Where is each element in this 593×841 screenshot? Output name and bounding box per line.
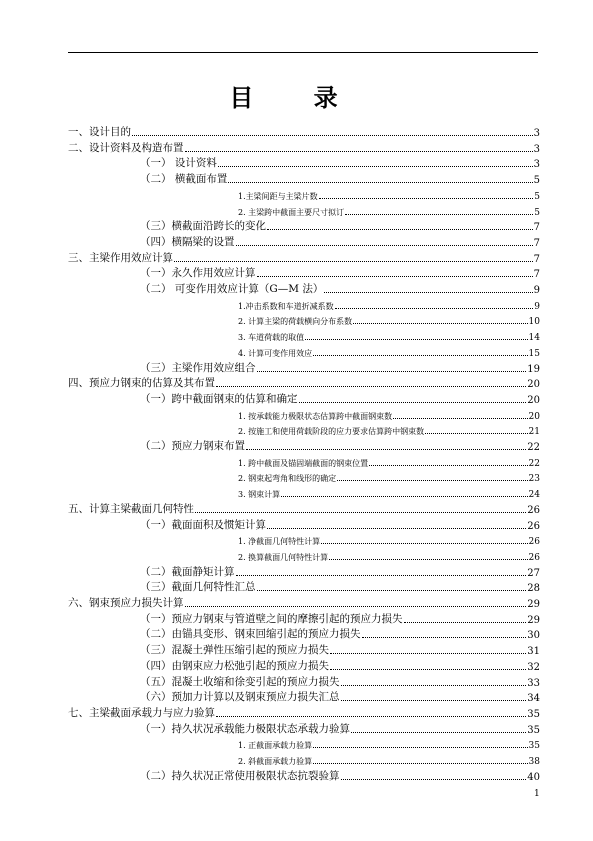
toc-entry-page: 20 <box>528 411 540 422</box>
toc-entry-page: 35 <box>527 708 540 720</box>
toc-entry[interactable] <box>238 533 540 547</box>
toc-leader-dots <box>341 685 527 686</box>
toc-entry[interactable] <box>68 706 540 720</box>
toc-leader-dots <box>313 763 527 764</box>
toc-entry-page: 33 <box>527 677 540 689</box>
toc-entry[interactable] <box>140 282 540 296</box>
toc-entry[interactable] <box>140 769 540 783</box>
toc-entry-label: 三、主梁作用效应计算 <box>68 251 173 264</box>
toc-leader-dots <box>393 418 527 419</box>
toc-leader-dots <box>341 700 527 701</box>
toc-entry-label: （一）持久状况承载能力极限状态承载力验算 <box>140 722 350 735</box>
toc-leader-dots <box>369 465 527 466</box>
toc-entry-label: 1. 净截面几何特性计算 <box>238 537 321 547</box>
toc-entry-page: 35 <box>527 724 540 736</box>
toc-leader-dots <box>281 496 527 497</box>
toc-entry-page: 5 <box>533 175 540 187</box>
toc-entry-label: 2. 钢束起弯角和线形的确定 <box>238 474 337 484</box>
toc-leader-dots <box>267 528 526 529</box>
toc-entry[interactable] <box>140 392 540 406</box>
toc-entry-label: （一）跨中截面钢束的估算和确定 <box>140 392 298 405</box>
toc-entry-label: 1.主梁间距与主梁片数 <box>238 191 318 201</box>
toc-entry-label: 1. 正截面承载力验算 <box>238 741 313 751</box>
toc-entry-label: （二）预应力钢束布置 <box>140 440 245 452</box>
toc-entry[interactable] <box>140 172 540 186</box>
toc-entry[interactable] <box>238 298 540 312</box>
toc-entry-page: 27 <box>527 567 540 579</box>
toc-entry-label: （二）由锚具变形、钢束回缩引起的预应力损失 <box>140 628 361 641</box>
toc-entry[interactable] <box>68 141 540 155</box>
toc-entry-label: 六、钢束预应力损失计算 <box>68 597 184 609</box>
toc-entry-page: 31 <box>527 646 540 658</box>
toc-entry[interactable] <box>140 361 540 375</box>
toc-entry-page: 29 <box>527 599 540 610</box>
toc-entry-label: （三）横截面沿跨长的变化 <box>140 220 266 233</box>
toc-entry-page: 14 <box>528 333 540 344</box>
toc-leader-dots <box>329 559 527 560</box>
toc-leader-dots <box>351 732 526 733</box>
toc-entry[interactable] <box>140 580 540 594</box>
toc-entry-label: （一）永久作用效应计算 <box>140 267 256 280</box>
toc-leader-dots <box>228 182 532 183</box>
toc-entry-page: 28 <box>527 583 540 595</box>
toc-leader-dots <box>319 198 534 199</box>
toc-entry[interactable] <box>238 204 540 218</box>
toc-leader-dots <box>195 512 526 513</box>
toc-entry-page: 7 <box>533 253 540 265</box>
toc-entry-page: 38 <box>528 757 540 767</box>
toc-entry[interactable] <box>68 376 540 390</box>
toc-entry[interactable] <box>140 643 540 657</box>
toc-entry-label: 2. 计算主梁的荷载横向分布系数 <box>238 317 353 327</box>
toc-entry[interactable] <box>140 627 540 641</box>
toc-entry[interactable] <box>68 502 540 516</box>
toc-entry-label: 1. 跨中截面及锚固端截面的钢束位置 <box>238 458 369 468</box>
toc-leader-dots <box>257 276 533 277</box>
toc-entry-label: 2. 斜截面承载力验算 <box>238 757 313 766</box>
toc-entry-label: （三）截面几何特性汇总 <box>140 581 256 594</box>
toc-entry-page: 5 <box>534 207 540 218</box>
toc-entry[interactable] <box>238 329 540 343</box>
toc-entry-label: （一）截面面积及惯矩计算 <box>140 518 266 531</box>
toc-entry[interactable] <box>140 690 540 704</box>
toc-leader-dots <box>267 229 533 230</box>
toc-entry-label: （四）横隔梁的设置 <box>140 235 235 248</box>
toc-entry-page: 20 <box>527 394 540 406</box>
toc-entry-page: 22 <box>528 458 540 469</box>
toc-entry[interactable] <box>68 125 540 139</box>
toc-leader-dots <box>218 166 533 167</box>
toc-entry-label: （三）主梁作用效应组合 <box>140 361 256 374</box>
toc-entry-page: 34 <box>527 693 540 705</box>
page-number: 1 <box>534 789 540 799</box>
toc-entry-label: 3. 车道荷载的取值 <box>238 333 305 343</box>
toc-entry-label: 2. 换算截面几何特性计算 <box>238 552 329 562</box>
toc-entry[interactable] <box>140 722 540 736</box>
toc-leader-dots <box>337 480 527 481</box>
toc-entry-page: 10 <box>528 317 540 328</box>
toc-entry[interactable] <box>68 251 540 265</box>
toc-entry-label: （五）混凝土收缩和徐变引起的预应力损失 <box>140 675 340 688</box>
toc-entry-page: 3 <box>533 143 540 155</box>
toc-entry-label: 3. 钢束计算 <box>238 490 281 500</box>
toc-entry-page: 7 <box>533 222 540 234</box>
toc-entry-page: 35 <box>528 741 540 752</box>
toc-entry[interactable] <box>238 737 540 751</box>
toc-entry-page: 19 <box>527 363 540 375</box>
toc-entry-page: 20 <box>527 379 540 391</box>
toc-leader-dots <box>185 151 533 152</box>
toc-entry[interactable] <box>238 408 540 422</box>
toc-entry-label: （三）混凝土弹性压缩引起的预应力损失 <box>140 644 329 657</box>
toc-entry[interactable] <box>238 486 540 500</box>
toc-entry[interactable] <box>140 156 540 170</box>
toc-entry[interactable] <box>238 313 540 327</box>
toc-leader-dots <box>257 371 527 372</box>
toc-entry-label: 1.冲击系数和车道折减系数 <box>238 301 334 311</box>
toc-entry-page: 32 <box>527 661 540 673</box>
toc-leader-dots <box>236 575 527 576</box>
toc-entry-page: 40 <box>527 771 540 783</box>
toc-entry-label: （二）持久状况正常使用极限状态抗裂验算 <box>140 769 340 782</box>
toc-leader-dots <box>330 653 526 654</box>
page-title: 目 录 <box>229 83 364 112</box>
toc-entry[interactable] <box>238 753 540 767</box>
toc-leader-dots <box>335 308 534 309</box>
toc-entry-label: 4. 计算可变作用效应 <box>238 348 313 358</box>
toc-entry[interactable] <box>140 612 540 626</box>
toc-leader-dots <box>330 669 526 670</box>
toc-entry-label: （二） 横截面布置 <box>140 173 228 186</box>
toc-entry-page: 29 <box>527 614 540 626</box>
toc-entry-label: （二）截面静矩计算 <box>140 565 235 578</box>
toc-entry-page: 30 <box>527 630 540 642</box>
toc-leader-dots <box>257 590 527 591</box>
toc-leader-dots <box>324 292 532 293</box>
toc-entry-label: 二、设计资料及构造布置 <box>68 141 184 154</box>
toc-entry-page: 21 <box>528 427 540 438</box>
toc-entry-label: 一、设计目的 <box>68 126 131 138</box>
toc-entry-page: 26 <box>527 504 540 516</box>
toc-entry-page: 9 <box>533 285 540 296</box>
toc-leader-dots <box>425 433 527 434</box>
toc-leader-dots <box>216 386 526 387</box>
toc-entry-page: 26 <box>528 552 540 563</box>
toc-leader-dots <box>313 355 527 356</box>
toc-entry-page: 3 <box>533 159 540 171</box>
toc-leader-dots <box>246 449 526 450</box>
toc-entry-page: 23 <box>528 474 540 485</box>
toc-entry-page: 26 <box>527 520 540 532</box>
toc-leader-dots <box>362 637 527 638</box>
toc-entry-label: 四、预应力钢束的估算及其布置 <box>68 377 215 390</box>
toc-entry-page: 9 <box>534 301 540 312</box>
toc-entry-label: （四）由钢束应力松弛引起的预应力损失 <box>140 659 329 672</box>
toc-leader-dots <box>341 779 527 780</box>
toc-entry[interactable] <box>238 345 540 359</box>
toc-leader-dots <box>236 245 533 246</box>
toc-entry[interactable] <box>140 518 540 532</box>
toc-entry[interactable] <box>140 235 540 249</box>
toc-leader-dots <box>404 622 527 623</box>
toc-entry[interactable] <box>140 266 540 280</box>
toc-leader-dots <box>313 747 527 748</box>
toc-entry-label: （二） 可变作用效应计算（G—M 法） <box>140 283 324 295</box>
toc-entry-page: 7 <box>533 237 540 249</box>
toc-entry-page: 15 <box>528 348 540 359</box>
toc-entry[interactable] <box>238 188 540 202</box>
toc-entry-label: （一）预应力钢束与管道壁之间的摩擦引起的预应力损失 <box>140 612 403 625</box>
toc-leader-dots <box>174 261 533 262</box>
toc-entry-label: 七、主梁截面承载力与应力验算 <box>68 706 215 719</box>
toc-entry-page: 5 <box>534 191 540 202</box>
toc-leader-dots <box>321 543 527 544</box>
toc-leader-dots <box>216 716 526 717</box>
toc-entry-page: 26 <box>528 537 540 548</box>
toc-entry-label: （一） 设计资料 <box>140 157 217 170</box>
toc-entry[interactable] <box>238 423 540 437</box>
toc-entry[interactable] <box>238 455 540 469</box>
toc-entry[interactable] <box>140 565 540 579</box>
toc-entry-label: 2. 按施工和使用荷载阶段的应力要求估算跨中钢束数 <box>238 427 425 437</box>
toc-entry-page: 24 <box>528 490 540 501</box>
toc-entry[interactable] <box>68 596 540 610</box>
toc-entry-page: 22 <box>527 442 540 453</box>
toc-entry[interactable] <box>140 659 540 673</box>
toc-entry-label: 2. 主梁跨中截面主要尺寸拟订 <box>238 207 345 217</box>
toc-entry[interactable] <box>238 470 540 484</box>
toc-entry[interactable] <box>140 675 540 689</box>
toc-entry-page: 3 <box>533 128 540 139</box>
toc-entry-label: 1. 按承载能力极限状态估算跨中截面钢束数 <box>238 411 393 421</box>
toc-leader-dots <box>345 214 533 215</box>
toc-entry-label: （六）预加力计算以及钢束预应力损失汇总 <box>140 691 340 704</box>
toc-entry[interactable] <box>140 439 540 453</box>
toc-entry-label: 五、计算主梁截面几何特性 <box>68 502 194 515</box>
toc-leader-dots <box>353 323 527 324</box>
toc-entry-page: 7 <box>533 269 540 281</box>
toc-entry[interactable] <box>140 219 540 233</box>
toc-leader-dots <box>305 339 527 340</box>
toc-entry[interactable] <box>238 549 540 563</box>
toc-leader-dots <box>185 606 527 607</box>
toc-leader-dots <box>299 402 527 403</box>
toc-leader-dots <box>132 135 533 136</box>
